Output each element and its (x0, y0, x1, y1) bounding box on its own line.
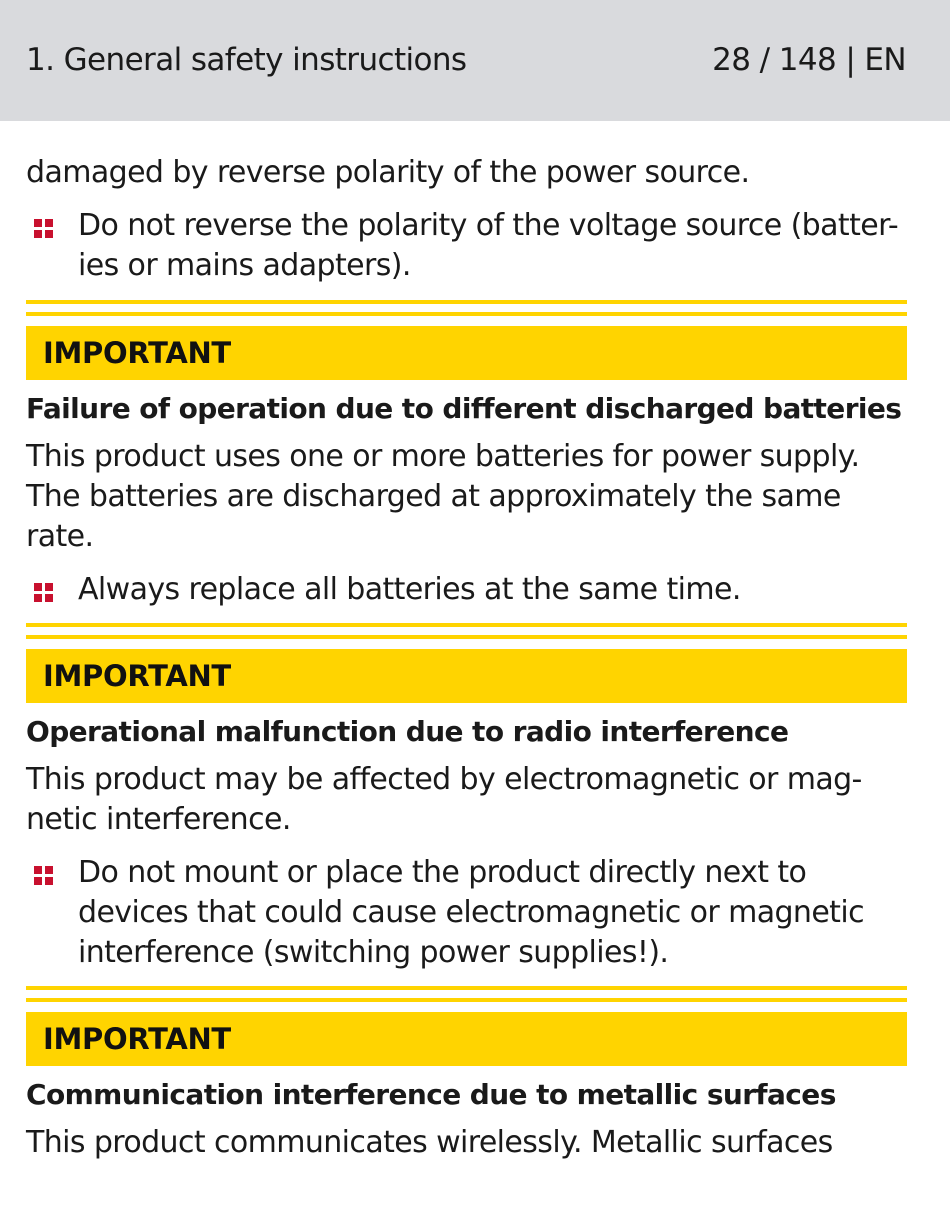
red-square-bullet-icon (34, 583, 54, 603)
bullet-text: Always replace all batteries at the same time. (78, 572, 741, 607)
important-banner (26, 1012, 907, 1066)
important-label: IMPORTANT (43, 659, 231, 693)
page-indicator: 28 / 148 | EN (712, 42, 906, 78)
intro-text: damaged by reverse polarity of the power source. (26, 155, 750, 190)
important-label: IMPORTANT (43, 336, 231, 370)
notice-divider (26, 998, 907, 1002)
page-header (0, 0, 950, 121)
notice-divider (26, 300, 907, 304)
notice-divider (26, 635, 907, 639)
red-square-bullet-icon (34, 219, 54, 239)
page-content (26, 153, 907, 1163)
important-banner (26, 649, 907, 703)
notice-heading: Operational malfunction due to radio interference (26, 715, 789, 748)
notice-divider (26, 312, 907, 316)
notice-divider (26, 623, 907, 627)
notice-body: This product uses one or more batteries for power supply. The batteries are discharged at approximately the same rate. (26, 439, 860, 554)
notice-body: This product communicates wirelessly. Metallic surfaces (26, 1125, 833, 1160)
list-item (26, 853, 907, 973)
bullet-text: Do not reverse the polarity of the voltage source (batter-ies or mains adapters). (78, 208, 899, 283)
notice-body: This product may be affected by electromagnetic or mag-netic interference. (26, 762, 862, 837)
bullet-text: Do not mount or place the product directly next to devices that could cause electromagnetic or magnetic interference (switching power supplies!). (78, 855, 864, 970)
notice-heading: Communication interference due to metallic surfaces (26, 1078, 836, 1111)
important-label: IMPORTANT (43, 1022, 231, 1056)
list-item (26, 570, 907, 610)
list-item (26, 206, 907, 286)
red-square-bullet-icon (34, 866, 54, 886)
section-title: 1. General safety instructions (26, 42, 467, 78)
notice-divider (26, 986, 907, 990)
important-banner (26, 326, 907, 380)
notice-heading: Failure of operation due to different discharged batteries (26, 392, 902, 425)
